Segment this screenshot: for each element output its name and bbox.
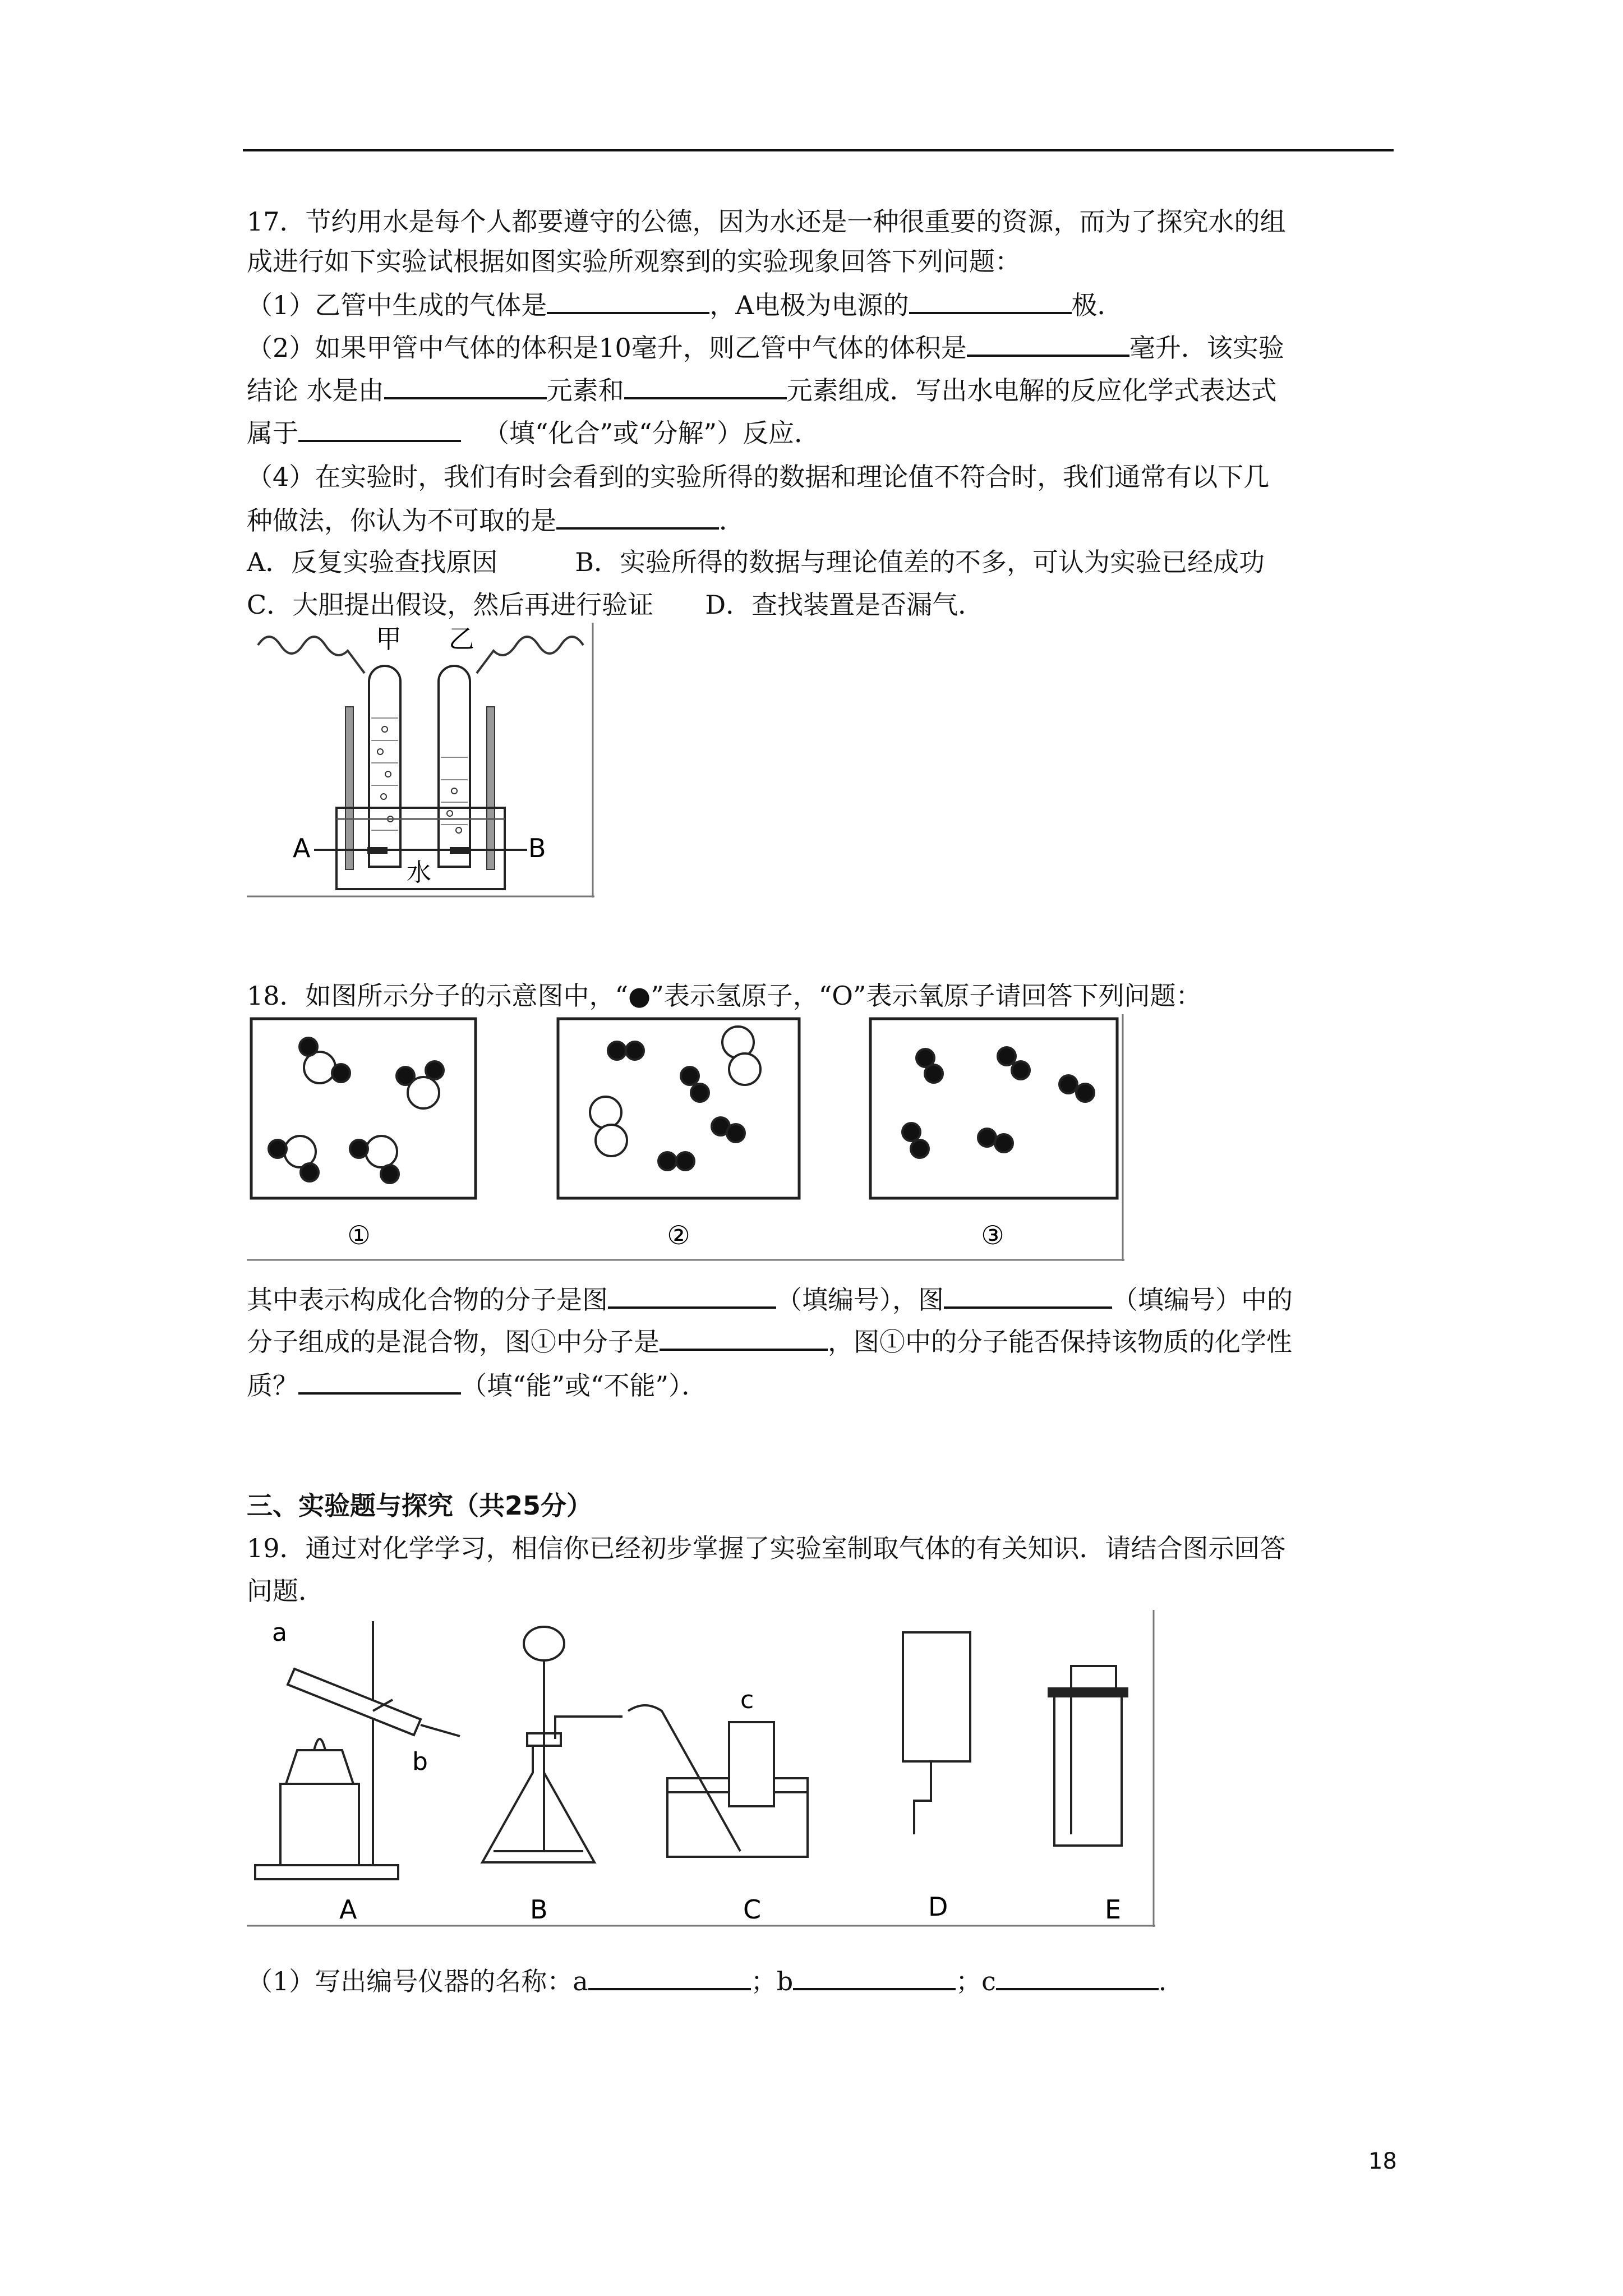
molecule-figure xyxy=(247,1014,1124,1261)
electrode-a-label: A xyxy=(293,833,311,863)
answer-blank[interactable] xyxy=(298,415,461,442)
electrode-b-label: B xyxy=(528,833,546,863)
electrolysis-figure xyxy=(247,623,594,898)
q17-line-1: 17．节约用水是每个人都要遵守的公德，因为水还是一种很重要的资源，而为了探究水的组 xyxy=(247,206,1286,237)
molecule-box-1 xyxy=(251,1019,476,1198)
q17-option-cd: C．大胆提出假设，然后再进行验证 D．查找装置是否漏气． xyxy=(247,590,984,620)
answer-blank[interactable] xyxy=(793,1963,956,1990)
q18-line-2: 其中表示构成化合物的分子是图 （填编号），图 （填编号）中的 xyxy=(247,1282,1293,1317)
molecule-box-3 xyxy=(870,1019,1117,1198)
caption-D: D xyxy=(928,1892,948,1922)
tube-yi-label: 乙 xyxy=(449,624,474,654)
page-number: 18 xyxy=(1368,2148,1397,2174)
electrolysis-apparatus-diagram xyxy=(247,623,594,898)
answer-blank[interactable] xyxy=(384,372,547,399)
answer-blank[interactable] xyxy=(660,1324,828,1351)
q17-option-ab: A．反复实验查找原因 B．实验所得的数据与理论值差的不多，可认为实验已经成功 xyxy=(247,547,1265,577)
q18-line-3: 分子组成的是混合物，图①中分子是 ，图①中的分子能否保持该物质的化学性 xyxy=(247,1324,1292,1359)
answer-blank[interactable] xyxy=(944,1282,1112,1309)
q18-line-1: 18．如图所示分子的示意图中，“●”表示氢原子，“O”表示氧原子请回答下列问题： xyxy=(247,981,1202,1011)
molecule-diagrams xyxy=(247,1014,1124,1261)
q17-line-5: 结论 水是由 元素和 元素组成．写出水电解的反应化学式表达式 xyxy=(247,372,1277,407)
answer-blank[interactable] xyxy=(556,503,719,530)
tube-jia-label: 甲 xyxy=(376,624,402,654)
label-c: c xyxy=(740,1686,754,1714)
box-1-caption: ① xyxy=(347,1220,371,1250)
caption-B: B xyxy=(530,1894,548,1925)
caption-E: E xyxy=(1105,1894,1122,1925)
water-label: 水 xyxy=(407,858,431,887)
answer-blank[interactable] xyxy=(547,287,709,314)
q19-line-2: 问题． xyxy=(247,1576,324,1606)
q17-line-6: 属于 （填“化合”或“分解”）反应． xyxy=(247,415,820,450)
box-2-caption: ② xyxy=(667,1220,690,1250)
q17-line-3: （1）乙管中生成的气体是 ，A电极为电源的 极． xyxy=(247,287,1123,322)
header-rule xyxy=(243,149,1394,151)
answer-blank[interactable] xyxy=(624,372,787,399)
caption-A: A xyxy=(339,1894,357,1925)
box-3-caption: ③ xyxy=(981,1220,1004,1250)
answer-blank[interactable] xyxy=(588,1963,751,1990)
q19-line-3: （1）写出编号仪器的名称：a ；b ；c ． xyxy=(247,1963,1184,1998)
q17-line-4: （2）如果甲管中气体的体积是10毫升，则乙管中气体的体积是 毫升．该实验 xyxy=(247,330,1284,365)
answer-blank[interactable] xyxy=(298,1368,461,1395)
label-a: a xyxy=(272,1618,287,1647)
caption-C: C xyxy=(743,1894,762,1925)
q17-line-7: （4）在实验时，我们有时会看到的实验所得的数据和理论值不符合时，我们通常有以下几 xyxy=(247,462,1270,492)
answer-blank[interactable] xyxy=(996,1963,1159,1990)
q19-line-1: 19．通过对化学学习，相信你已经初步掌握了实验室制取气体的有关知识．请结合图示回答 xyxy=(247,1533,1286,1563)
answer-blank[interactable] xyxy=(967,330,1129,357)
gas-preparation-apparatus xyxy=(247,1610,1155,1927)
answer-blank[interactable] xyxy=(909,287,1072,314)
q17-line-8: 种做法，你认为不可取的是 ． xyxy=(247,503,745,537)
section-3-heading: 三、实验题与探究（共25分） xyxy=(247,1490,593,1521)
label-b: b xyxy=(412,1747,428,1776)
q18-line-4: 质？ （填“能”或“不能”）． xyxy=(247,1368,707,1402)
q17-line-2: 成进行如下实验试根据如图实验所观察到的实验现象回答下列问题： xyxy=(247,246,1021,277)
apparatus-figure xyxy=(247,1610,1155,1927)
answer-blank[interactable] xyxy=(608,1282,776,1309)
